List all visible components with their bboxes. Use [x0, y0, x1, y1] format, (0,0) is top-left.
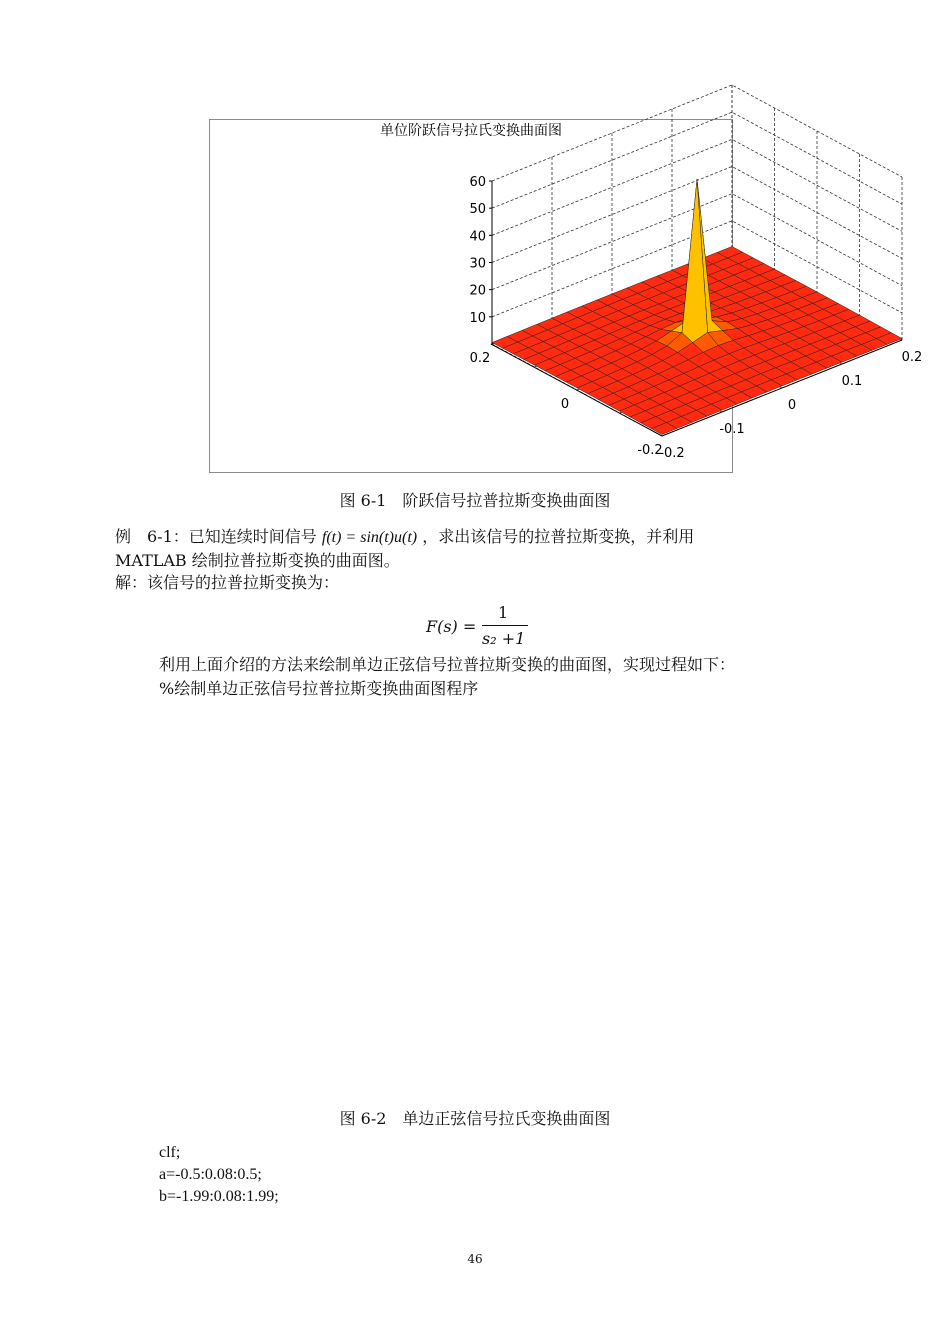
example-line-2: MATLAB 绘制拉普拉斯变换的曲面图。: [115, 551, 400, 570]
right-axis-tick-label: -0.2: [659, 446, 685, 461]
left-axis-tick-label: 0: [560, 397, 570, 412]
right-axis-tick-label: -0.1: [719, 422, 745, 437]
z-tick-label: 10: [469, 310, 486, 326]
page-number: 46: [467, 1252, 483, 1266]
example-prefix: 例 6-1：已知连续时间信号: [115, 527, 317, 546]
fraction-bar: [482, 625, 528, 626]
example-line-1: [115, 526, 835, 549]
figure-6-1: [209, 119, 923, 473]
right-axis-tick-label: 0: [787, 398, 797, 413]
z-tick-label: 20: [469, 283, 486, 299]
solution-line: 解：该信号的拉普拉斯变换为：: [115, 573, 340, 592]
figure-6-2-caption: 图 6-2 单边正弦信号拉氏变换曲面图: [339, 1109, 611, 1128]
body-paragraph-1: 利用上面介绍的方法来绘制单边正弦信号拉普拉斯变换的曲面图，实现过程如下：: [159, 655, 736, 674]
code-line-1: clf;: [159, 1144, 181, 1161]
formula-denominator: s₂ +1: [482, 629, 526, 648]
formula-numerator: 1: [498, 603, 509, 622]
formula-lhs: F(s) =: [426, 617, 477, 636]
right-axis-tick-label: 0.2: [901, 350, 923, 365]
surface-plot: [210, 120, 923, 472]
left-axis-tick-label: 0.2: [469, 351, 491, 366]
example-formula: f(t) = sin(t)u(t): [321, 529, 418, 546]
body-paragraph-2: %绘制单边正弦信号拉普拉斯变换曲面图程序: [159, 679, 479, 698]
example-suffix: ，求出该信号的拉普拉斯变换，并利用: [422, 527, 695, 546]
z-tick-label: 30: [469, 256, 486, 272]
left-axis-tick-label: -0.2: [637, 443, 663, 458]
z-tick-label: 40: [469, 229, 486, 245]
code-line-2: a=-0.5:0.08:0.5;: [159, 1166, 262, 1183]
figure-6-1-caption: 图 6-1 阶跃信号拉普拉斯变换曲面图: [339, 491, 611, 510]
z-tick-label: 50: [469, 202, 486, 218]
code-line-3: b=-1.99:0.08:1.99;: [159, 1188, 279, 1205]
z-tick-label: 60: [469, 175, 486, 190]
plot-title: 单位阶跃信号拉氏变换曲面图: [380, 123, 562, 139]
right-axis-tick-label: 0.1: [841, 374, 863, 389]
